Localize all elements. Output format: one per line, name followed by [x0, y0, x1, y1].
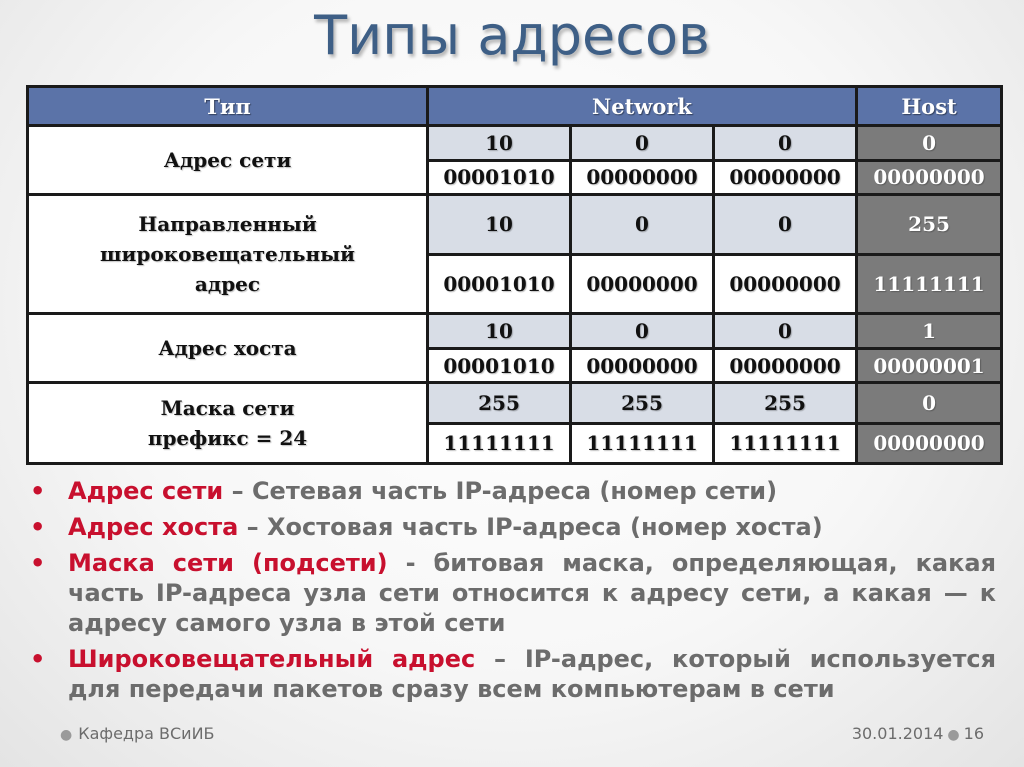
- term: Адрес хоста: [68, 513, 239, 541]
- bullet-icon: •: [30, 549, 46, 577]
- header-network: Network: [428, 87, 857, 126]
- type-cell: Адрес хоста: [28, 314, 428, 383]
- table-header-row: [28, 87, 1002, 126]
- list-item: [30, 476, 996, 506]
- host-octet-decimal: 1: [857, 314, 1002, 349]
- octet-decimal: 0: [571, 126, 714, 161]
- octet-binary: 00000000: [571, 348, 714, 383]
- footer-page-info: [852, 724, 984, 743]
- definition: – Сетевая часть IP-адреса (номер сети): [223, 477, 778, 505]
- type-cell: Направленный широковещательный адрес: [28, 195, 428, 314]
- circle-bullet-icon: ●: [60, 727, 73, 743]
- host-octet-decimal: 0: [857, 383, 1002, 423]
- bullet-icon: •: [30, 645, 46, 673]
- octet-decimal: 10: [428, 126, 571, 161]
- octet-binary: 00001010: [428, 348, 571, 383]
- bullet-icon: •: [30, 513, 46, 541]
- definition: – Хостовая часть IP-адреса (номер хоста): [238, 513, 823, 541]
- footer-department: [60, 724, 215, 743]
- octet-decimal: 255: [714, 383, 857, 423]
- octet-decimal: 0: [714, 126, 857, 161]
- type-cell: Адрес сети: [28, 126, 428, 195]
- bullet-icon: •: [30, 477, 46, 505]
- host-octet-decimal: 0: [857, 126, 1002, 161]
- type-cell: [28, 383, 428, 464]
- definition: - битовая маска, определяющая, какая часть IP-адреса узла сети относится к адресу сети, а какая — к адресу самого узла в этой сети: [68, 549, 996, 637]
- octet-decimal: 10: [428, 314, 571, 349]
- octet-binary: 11111111: [428, 423, 571, 463]
- host-octet-binary: 11111111: [857, 254, 1002, 314]
- host-octet-binary: 00000000: [857, 160, 1002, 195]
- list-item: [30, 512, 996, 542]
- octet-binary: 00000000: [571, 160, 714, 195]
- header-host: Host: [857, 87, 1002, 126]
- octet-decimal: 255: [428, 383, 571, 423]
- page-number: 16: [963, 724, 984, 743]
- department-label: Кафедра ВСиИБ: [78, 724, 215, 743]
- octet-decimal: 10: [428, 195, 571, 255]
- octet-binary: 11111111: [571, 423, 714, 463]
- list-item: [30, 644, 996, 704]
- term: Широковещательный адрес: [68, 645, 476, 673]
- octet-binary: 00000000: [714, 254, 857, 314]
- header-type: Тип: [28, 87, 428, 126]
- octet-binary: 00001010: [428, 160, 571, 195]
- octet-binary: 00000000: [714, 348, 857, 383]
- octet-decimal: 255: [571, 383, 714, 423]
- address-types-table: [26, 85, 1003, 465]
- octet-decimal: 0: [714, 195, 857, 255]
- octet-decimal: 0: [571, 195, 714, 255]
- octet-binary: 00001010: [428, 254, 571, 314]
- octet-binary: 00000000: [571, 254, 714, 314]
- table-row: [28, 383, 1002, 423]
- table-row: [28, 195, 1002, 255]
- octet-binary: 00000000: [714, 160, 857, 195]
- term: Маска сети (подсети): [68, 549, 388, 577]
- circle-bullet-icon: ●: [947, 727, 960, 743]
- prefix-label: префикс = 24: [147, 426, 308, 451]
- list-item: [30, 548, 996, 638]
- octet-binary: 11111111: [714, 423, 857, 463]
- mask-label: Маска сети: [160, 396, 295, 421]
- host-octet-binary: 00000001: [857, 348, 1002, 383]
- octet-decimal: 0: [571, 314, 714, 349]
- table-row: [28, 314, 1002, 349]
- date-label: 30.01.2014: [851, 724, 944, 743]
- term: Адрес сети: [68, 477, 224, 505]
- definition: – IP-адрес, который используется для передачи пакетов сразу всем компьютерам в сети: [68, 645, 997, 703]
- octet-decimal: 0: [714, 314, 857, 349]
- host-octet-decimal: 255: [857, 195, 1002, 255]
- definitions-list: [30, 476, 996, 710]
- slide-title: Типы адресов: [314, 4, 710, 67]
- host-octet-binary: 00000000: [857, 423, 1002, 463]
- table-row: [28, 126, 1002, 161]
